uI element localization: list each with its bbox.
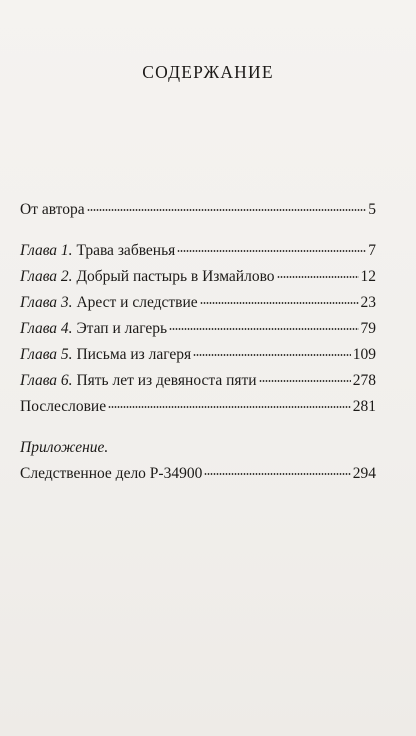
toc-entry-chapter-2 [20,266,376,288]
toc-page-number: 23 [360,294,376,311]
chapter-prefix: Глава 1. [20,242,73,259]
toc-entry-label: От автора [20,201,85,218]
dot-leader [193,354,351,356]
toc-page-number: 281 [352,398,376,415]
toc-entry-chapter-4 [20,318,376,340]
toc-entry-author [20,199,376,221]
dot-leader [177,250,366,252]
chapter-prefix: Глава 6. [20,372,73,389]
dot-leader [277,276,359,278]
toc-page-number: 278 [352,372,376,389]
dot-leader [200,302,359,304]
toc-entry-label: Добрый пастырь в Измайлово [72,268,275,285]
toc-entry-label: Следственное дело Р-34900 [20,465,203,482]
chapter-prefix: Глава 4. [20,320,73,337]
toc-entry-chapter-1 [20,240,376,262]
page-title: СОДЕРЖАНИЕ [142,62,274,82]
toc-entry-chapter-3 [20,292,376,314]
dot-leader [87,209,367,211]
dot-leader [259,380,351,382]
dot-leader [204,473,350,475]
chapter-prefix: Глава 2. [20,268,73,285]
dot-leader [108,406,351,408]
toc-page-number: 109 [352,346,376,363]
toc-page-number: 7 [368,242,376,259]
appendix-heading: Приложение. [20,439,109,456]
toc-page-number: 5 [368,201,376,218]
toc-page-number: 294 [352,465,376,482]
chapter-prefix: Глава 5. [20,346,73,363]
toc-entry-label: Письма из лагеря [72,346,192,363]
dot-leader [169,328,358,330]
toc-entry-afterword [20,396,376,418]
toc-entry-label: Послесловие [20,398,107,415]
toc-entry-appendix [20,463,376,485]
toc-entry-label: Пять лет из девяноста пяти [72,372,257,389]
toc-entry-label: Трава забвенья [72,242,176,259]
chapter-prefix: Глава 3. [20,294,73,311]
toc-entry-chapter-6 [20,370,376,392]
toc-entry-label: Этап и лагерь [72,320,168,337]
toc-entry-chapter-5 [20,344,376,366]
toc-page-number: 12 [360,268,376,285]
toc-entry-label: Арест и следствие [72,294,198,311]
toc-page-number: 79 [360,320,376,337]
